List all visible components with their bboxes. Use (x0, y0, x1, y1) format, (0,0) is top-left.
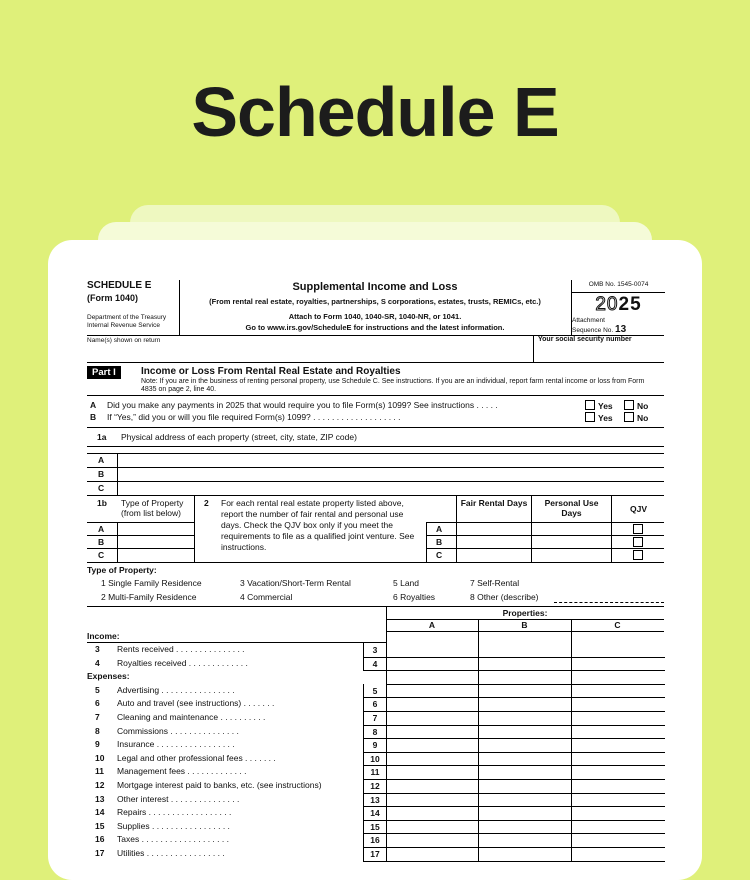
line-1b-2-block (87, 496, 664, 563)
question-text: If “Yes,” did you or will you file required Form(s) 1099? . . . . . . . . . . . . . . . . . . . (107, 412, 401, 422)
row-label: A (98, 455, 105, 465)
expenses-heading-row (87, 670, 664, 684)
row-label: C (98, 550, 105, 560)
no-label: No (637, 413, 649, 423)
question-letter: B (90, 412, 97, 422)
line-text: For each rental real estate property listed above, report the number of fair rental and personal use days. Check the QJV box only if you meet the requirements to file as a qualified joint venture. See instructions. (221, 498, 415, 553)
address-row-a[interactable] (87, 454, 664, 468)
row-label: B (98, 469, 105, 479)
checkbox[interactable] (624, 412, 634, 422)
tax-year-suffix: 25 (618, 293, 642, 315)
type-option: 8 Other (describe) (470, 592, 539, 602)
line-text: Cleaning and maintenance . . . . . . . . . . (117, 711, 266, 722)
shaded-cell (478, 670, 572, 685)
line-box-number: 6 (363, 697, 386, 712)
line-text: Physical address of each property (street, city, state, ZIP code) (121, 432, 357, 442)
line-text: Legal and other professional fees . . . . . . . (117, 752, 276, 763)
line-text: Management fees . . . . . . . . . . . . . (117, 766, 247, 777)
tax-year-prefix: 20 (595, 293, 619, 315)
qjv-checkbox-a[interactable] (633, 524, 643, 534)
expense-line-15 (87, 820, 664, 834)
line-number: 14 (95, 807, 105, 818)
amount-cell-c[interactable] (571, 847, 665, 862)
expense-line-13 (87, 793, 664, 807)
line-text: Rents received . . . . . . . . . . . . . . . (117, 644, 245, 654)
amount-cell-b[interactable] (478, 697, 572, 712)
type-option: 4 Commercial (240, 592, 293, 602)
expense-line-6 (87, 697, 664, 711)
question-b (87, 412, 664, 424)
amount-cell-c[interactable] (571, 752, 665, 767)
expense-lines (87, 684, 664, 861)
amount-cell-b[interactable] (478, 820, 572, 835)
line-text: Mortgage interest paid to banks, etc. (see instructions) (117, 779, 322, 790)
line-text: Commissions . . . . . . . . . . . . . . . (117, 725, 239, 736)
amount-cell-c[interactable] (571, 711, 665, 726)
line-box-number: 17 (363, 847, 386, 862)
type-option: 2 Multi-Family Residence (101, 592, 197, 602)
line-text: Auto and travel (see instructions) . . . . . . . (117, 698, 275, 709)
amount-cell-c[interactable] (571, 738, 665, 753)
line-box-number: 3 (363, 643, 386, 658)
amount-cell-a[interactable] (386, 765, 479, 780)
form-number: (Form 1040) (87, 293, 139, 303)
amount-cell-a[interactable] (386, 643, 479, 658)
amount-cell-a[interactable] (386, 752, 479, 767)
amount-cell-a[interactable] (386, 820, 479, 835)
fair-rental-days-header: Fair Rental Days (460, 498, 528, 508)
amount-cell-c[interactable] (571, 725, 665, 740)
expense-line-9 (87, 738, 664, 752)
line-box-number: 8 (363, 725, 386, 740)
amount-cell-c[interactable] (571, 697, 665, 712)
amount-cell-c[interactable] (571, 765, 665, 780)
amount-cell-c[interactable] (571, 833, 665, 848)
type-heading: Type of Property: (87, 565, 157, 575)
question-a (87, 400, 664, 412)
other-describe-field[interactable] (554, 602, 664, 603)
line-number: 9 (95, 739, 100, 750)
personal-use-days-header: Personal Use Days (544, 498, 599, 519)
name-row (87, 336, 664, 363)
attach-note: Attach to Form 1040, 1040-SR, 1040-NR, or 1041. (288, 312, 462, 322)
no-label: No (637, 401, 649, 411)
line-number: 8 (95, 725, 100, 736)
line-number: 1a (97, 432, 107, 442)
line-text: Repairs . . . . . . . . . . . . . . . . . . (117, 807, 232, 818)
line-1a (87, 427, 664, 447)
question-letter: A (90, 400, 97, 410)
line-number: 15 (95, 820, 105, 831)
line-number: 7 (95, 711, 100, 722)
property-col-b: B (521, 620, 528, 630)
line-box-number: 7 (363, 711, 386, 726)
line-number: 12 (95, 779, 105, 790)
row-label: A (436, 524, 443, 534)
question-a-no[interactable] (624, 400, 648, 411)
type-of-property (87, 563, 664, 606)
part-tag: Part I (87, 366, 121, 379)
amount-cell-b[interactable] (478, 711, 572, 726)
row-label: A (98, 524, 105, 534)
attachment-sequence (572, 317, 665, 335)
form-id-block (87, 280, 180, 335)
line-number: 1b (97, 498, 107, 508)
type-option: 3 Vacation/Short-Term Rental (240, 578, 351, 588)
line-number: 13 (95, 793, 105, 804)
property-col-c: C (614, 620, 621, 630)
schedule-name: SCHEDULE E (87, 280, 152, 291)
line-text: Insurance . . . . . . . . . . . . . . . . . (117, 739, 235, 750)
checkbox[interactable] (624, 400, 634, 410)
line-number: 17 (95, 847, 105, 858)
line-number: 5 (95, 684, 100, 695)
amount-cell-c[interactable] (571, 806, 665, 821)
attachment-label: Attachment (572, 316, 605, 324)
name-field[interactable]: Name(s) shown on return (87, 337, 161, 344)
line-box-number: 9 (363, 738, 386, 753)
property-col-a: A (428, 620, 436, 630)
omb-number: OMB No. 1545-0074 (572, 280, 665, 293)
amount-cell-b[interactable] (478, 806, 572, 821)
amount-cell-b[interactable] (478, 847, 572, 862)
line-number: 3 (95, 644, 100, 654)
amount-cell-b[interactable] (478, 765, 572, 780)
expense-line-10 (87, 752, 664, 766)
tax-year (572, 294, 665, 317)
income-line-3 (87, 643, 664, 657)
amount-cell-a[interactable] (386, 847, 479, 862)
line-box-number: 4 (363, 657, 386, 672)
address-row-c[interactable] (87, 482, 664, 496)
line-text: Other interest . . . . . . . . . . . . . . . (117, 793, 240, 804)
amount-cell-c[interactable] (571, 779, 665, 794)
amount-cell-a[interactable] (386, 657, 479, 672)
properties-header (87, 606, 664, 643)
shaded-cell (571, 670, 665, 685)
line-number: 16 (95, 834, 105, 845)
sequence-number: 13 (615, 323, 627, 335)
qjv-header: QJV (629, 504, 647, 514)
yes-label: Yes (598, 413, 613, 423)
line-text: Supplies . . . . . . . . . . . . . . . . . (117, 820, 230, 831)
line-number: 4 (95, 657, 100, 668)
expense-line-11 (87, 765, 664, 779)
amount-cell-c[interactable] (571, 820, 665, 835)
part-1-header (87, 363, 664, 396)
amount-cell-a[interactable] (386, 725, 479, 740)
line-box-number: 5 (363, 684, 386, 699)
amount-cell-c[interactable] (571, 643, 665, 658)
amount-cell-b[interactable] (478, 793, 572, 808)
address-row-b[interactable] (87, 468, 664, 482)
amount-cell-b[interactable] (478, 752, 572, 767)
line-number: 11 (95, 766, 104, 777)
goto-note: Go to www.irs.gov/ScheduleE for instructions and the latest information. (245, 323, 505, 333)
line-text: Royalties received . . . . . . . . . . . . . (117, 657, 248, 668)
line-box-number: 14 (363, 806, 386, 821)
amount-cell-a[interactable] (386, 779, 479, 794)
part-title: Income or Loss From Rental Real Estate and Royalties (141, 366, 401, 377)
amount-cell-b[interactable] (478, 643, 572, 658)
omb-block (571, 280, 665, 335)
amount-cell-b[interactable] (478, 779, 572, 794)
line-box-number: 13 (363, 793, 386, 808)
shaded-cell (386, 670, 479, 685)
form-header (87, 280, 664, 336)
checkbox[interactable] (585, 400, 595, 410)
row-label: B (98, 537, 105, 547)
row-label: C (436, 550, 443, 560)
row-label: C (98, 483, 105, 493)
amount-cell-b[interactable] (478, 657, 572, 672)
amount-cell-a[interactable] (386, 793, 479, 808)
amount-cell-c[interactable] (571, 684, 665, 699)
amount-cell-c[interactable] (571, 793, 665, 808)
line-number: 2 (204, 498, 209, 508)
properties-label: Properties: (502, 608, 548, 618)
line-box-number: 11 (363, 765, 386, 780)
schedule-e-form (87, 280, 664, 861)
department-line-2: Internal Revenue Service (87, 321, 160, 329)
yes-label: Yes (598, 401, 613, 411)
qjv-checkbox-c[interactable] (633, 550, 643, 560)
amount-cell-b[interactable] (478, 833, 572, 848)
income-line-4 (87, 657, 664, 671)
type-option: 1 Single Family Residence (101, 578, 202, 588)
question-text: Did you make any payments in 2025 that would require you to file Form(s) 1099? See instructions . . . . . (107, 400, 498, 410)
amount-cell-a[interactable] (386, 684, 479, 699)
line-text: Utilities . . . . . . . . . . . . . . . . . (117, 847, 225, 858)
qjv-checkbox-b[interactable] (633, 537, 643, 547)
amount-cell-b[interactable] (478, 725, 572, 740)
sequence-label: Sequence No. (572, 326, 614, 334)
form-title-block (180, 280, 570, 335)
line-number: 6 (95, 698, 100, 709)
hero-title: Schedule E (191, 73, 559, 151)
department (87, 314, 179, 330)
line-text: Advertising . . . . . . . . . . . . . . . . (117, 684, 235, 695)
amount-cell-b[interactable] (478, 738, 572, 753)
income-label: Income: (87, 631, 120, 641)
expense-line-8 (87, 725, 664, 739)
checkbox[interactable] (585, 412, 595, 422)
line-box-number: 12 (363, 779, 386, 794)
expense-line-5 (87, 684, 664, 698)
expense-line-7 (87, 711, 664, 725)
question-b-no[interactable] (624, 412, 648, 423)
type-option: 6 Royalties (393, 592, 436, 602)
part-note: Note: If you are in the business of renting personal property, use Schedule C. See instructions. If you are an individual, report farm rental income or loss from Form 4835 on page 2, line 40. (141, 378, 645, 394)
line-text: (from list below) (121, 508, 181, 518)
expense-line-12 (87, 779, 664, 793)
amount-cell-c[interactable] (571, 657, 665, 672)
form-subtitle: (From rental real estate, royalties, partnerships, S corporations, estates, trusts, REMICs, etc.) (209, 297, 541, 307)
amount-cell-a[interactable] (386, 806, 479, 821)
form-title: Supplemental Income and Loss (292, 281, 458, 293)
question-a-yes[interactable] (585, 400, 613, 411)
expense-line-14 (87, 806, 664, 820)
expense-line-17 (87, 847, 664, 861)
line-box-number: 10 (363, 752, 386, 767)
amount-cell-b[interactable] (478, 684, 572, 699)
amount-cell-a[interactable] (386, 711, 479, 726)
line-box-number: 15 (363, 820, 386, 835)
amount-cell-a[interactable] (386, 738, 479, 753)
expense-line-16 (87, 833, 664, 847)
line-number: 10 (95, 752, 105, 763)
amount-cell-a[interactable] (386, 697, 479, 712)
row-label: B (436, 537, 443, 547)
line-box-number: 16 (363, 833, 386, 848)
type-option: 7 Self-Rental (470, 578, 520, 588)
line-text: Taxes . . . . . . . . . . . . . . . . . . . (117, 834, 229, 845)
amount-cell-a[interactable] (386, 833, 479, 848)
department-line-1: Department of the Treasury (87, 313, 167, 321)
question-b-yes[interactable] (585, 412, 613, 423)
line-text: Type of Property (121, 498, 184, 508)
expenses-label: Expenses: (87, 671, 130, 682)
ssn-field[interactable]: Your social security number (533, 336, 632, 362)
type-option: 5 Land (393, 578, 419, 588)
